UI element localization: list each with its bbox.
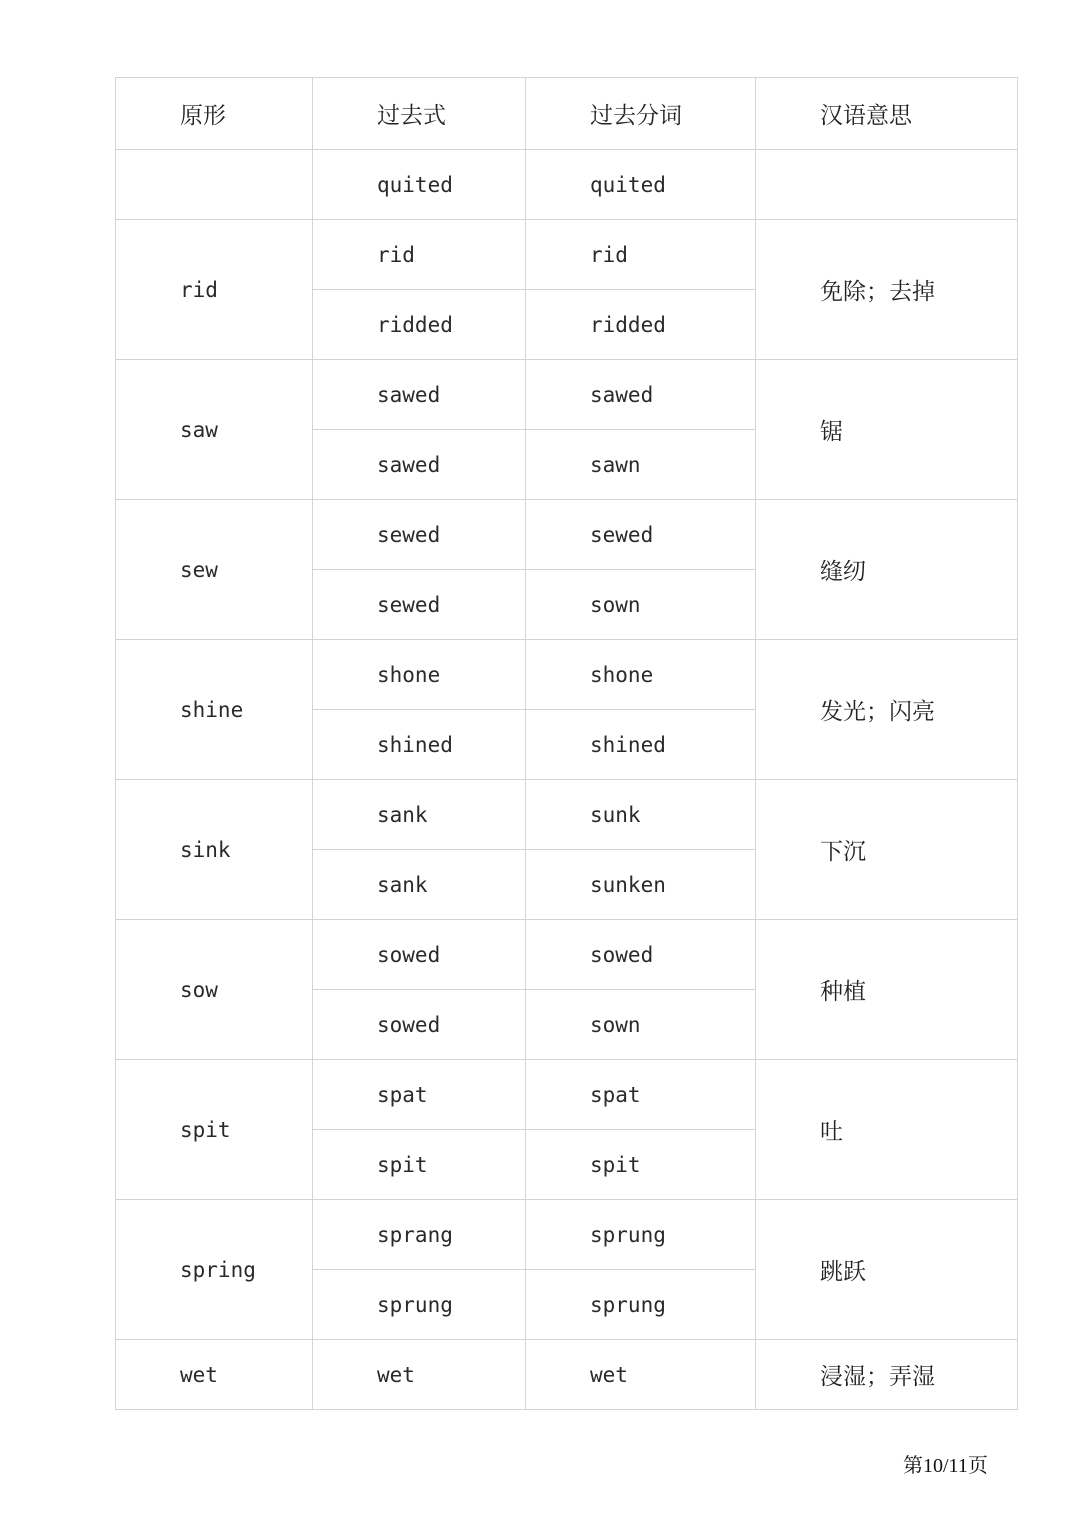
base-form-cell: shine: [116, 640, 313, 780]
header-chinese-meaning: 汉语意思: [756, 78, 1018, 150]
past-participle-cell: sowed: [526, 920, 756, 990]
past-tense-cell: sawed: [313, 430, 526, 500]
past-participle-cell: sawn: [526, 430, 756, 500]
table-row: [116, 920, 1018, 990]
header-past-participle: 过去分词: [526, 78, 756, 150]
past-participle-cell: spit: [526, 1130, 756, 1200]
past-tense-cell: wet: [313, 1340, 526, 1410]
past-tense-cell: sprang: [313, 1200, 526, 1270]
table-row: [116, 1060, 1018, 1130]
past-tense-cell: sprung: [313, 1270, 526, 1340]
past-tense-cell: shined: [313, 710, 526, 780]
meaning-cell: 种植: [756, 920, 1018, 1060]
past-tense-cell: sewed: [313, 500, 526, 570]
past-participle-cell: sprung: [526, 1200, 756, 1270]
table-row: [116, 640, 1018, 710]
irregular-verb-table: [115, 77, 1018, 1410]
base-form-cell: sew: [116, 500, 313, 640]
meaning-cell: 缝纫: [756, 500, 1018, 640]
past-tense-cell: spit: [313, 1130, 526, 1200]
past-participle-cell: wet: [526, 1340, 756, 1410]
header-row: [116, 78, 1018, 150]
past-participle-cell: sunk: [526, 780, 756, 850]
meaning-cell: 锯: [756, 360, 1018, 500]
past-participle-cell: sown: [526, 990, 756, 1060]
base-form-cell: sink: [116, 780, 313, 920]
base-form-cell: spit: [116, 1060, 313, 1200]
page-number: 第10/11页: [903, 1455, 988, 1477]
meaning-cell: 下沉: [756, 780, 1018, 920]
past-participle-cell: spat: [526, 1060, 756, 1130]
past-tense-cell: sewed: [313, 570, 526, 640]
past-participle-cell: shined: [526, 710, 756, 780]
past-tense-cell: sank: [313, 850, 526, 920]
past-participle-cell: sprung: [526, 1270, 756, 1340]
meaning-cell: 跳跃: [756, 1200, 1018, 1340]
past-participle-cell: rid: [526, 220, 756, 290]
past-tense-cell: ridded: [313, 290, 526, 360]
header-past-tense: 过去式: [313, 78, 526, 150]
past-participle-cell: sawed: [526, 360, 756, 430]
meaning-cell: 浸湿；弄湿: [756, 1340, 1018, 1410]
past-participle-cell: sunken: [526, 850, 756, 920]
base-form-cell: saw: [116, 360, 313, 500]
meaning-cell: 吐: [756, 1060, 1018, 1200]
past-participle-cell: shone: [526, 640, 756, 710]
past-tense-cell: quited: [313, 150, 526, 220]
base-form-cell: [116, 150, 313, 220]
base-form-cell: spring: [116, 1200, 313, 1340]
table-row: [116, 500, 1018, 570]
past-participle-cell: sown: [526, 570, 756, 640]
table-row: [116, 150, 1018, 220]
table-row: [116, 360, 1018, 430]
past-tense-cell: shone: [313, 640, 526, 710]
base-form-cell: sow: [116, 920, 313, 1060]
header-base-form: 原形: [116, 78, 313, 150]
meaning-cell: 免除；去掉: [756, 220, 1018, 360]
past-tense-cell: sank: [313, 780, 526, 850]
past-tense-cell: sawed: [313, 360, 526, 430]
meaning-cell: 发光；闪亮: [756, 640, 1018, 780]
base-form-cell: rid: [116, 220, 313, 360]
past-participle-cell: quited: [526, 150, 756, 220]
table-row: [116, 780, 1018, 850]
past-tense-cell: rid: [313, 220, 526, 290]
base-form-cell: wet: [116, 1340, 313, 1410]
past-tense-cell: sowed: [313, 920, 526, 990]
past-participle-cell: ridded: [526, 290, 756, 360]
meaning-cell: [756, 150, 1018, 220]
table-row: [116, 1340, 1018, 1410]
past-tense-cell: spat: [313, 1060, 526, 1130]
past-participle-cell: sewed: [526, 500, 756, 570]
table-row: [116, 1200, 1018, 1270]
table-row: [116, 220, 1018, 290]
past-tense-cell: sowed: [313, 990, 526, 1060]
